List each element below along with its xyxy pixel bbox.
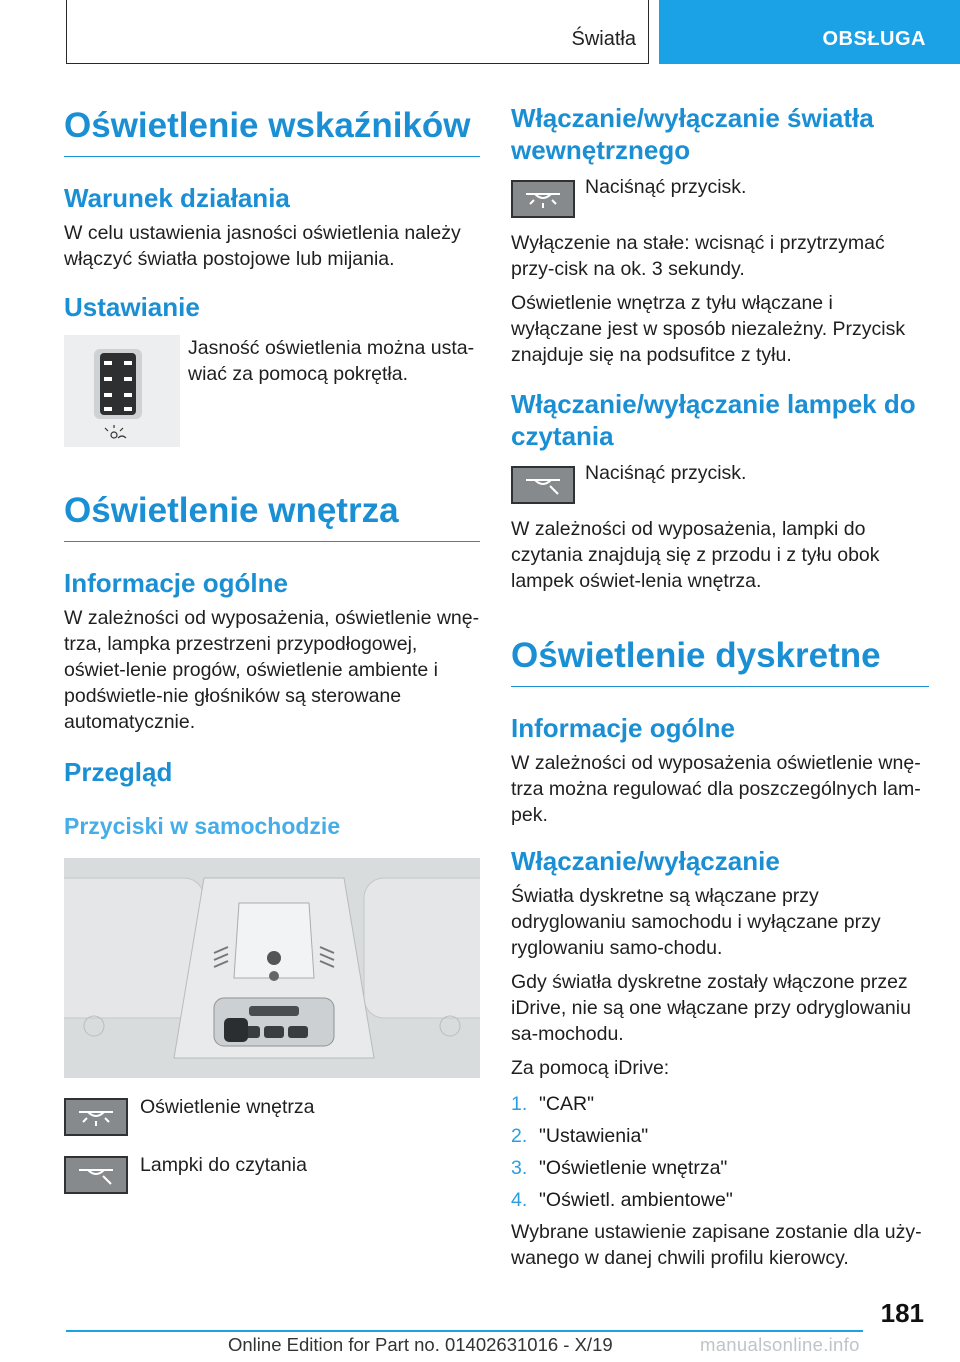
heading-setting: Ustawianie <box>64 292 200 322</box>
heading-indicator-lighting: Oświetlenie wskaźników <box>64 106 480 157</box>
list-item: 3. "Oświetlenie wnętrza" <box>511 1157 728 1179</box>
reading-light-button-icon <box>64 1156 128 1194</box>
legend-interior-light: Oświetlenie wnętrza <box>140 1096 315 1118</box>
paragraph-press-button-2: Naciśnąć przycisk. <box>585 462 747 484</box>
paragraph-setting: Jasność oświetlenia można usta-wiać za pomocą pokrętła. <box>188 337 475 385</box>
heading-reading-light-switch: Włączanie/wyłączanie lampek do czytania <box>511 389 916 451</box>
heading-general-info-right: Informacje ogólne <box>511 713 735 743</box>
heading-discreet-lighting: Oświetlenie dyskretne <box>511 636 929 687</box>
paragraph-reading-lights: W zależności od wyposażenia, lampki do czytania znajdują się z przodu i z tyłu obok lampek oświet-lenia wnętrza. <box>511 518 880 592</box>
watermark-text: manualsonline.info <box>700 1334 860 1355</box>
right-column <box>511 92 929 1271</box>
heading-buttons-in-car: Przyciski w samochodzie <box>64 813 341 839</box>
interior-light-button-icon <box>64 1098 128 1136</box>
list-item: 2. "Ustawienia" <box>511 1125 649 1147</box>
header-chapter-title: OBSŁUGA <box>822 28 926 50</box>
heading-on-off: Włączanie/wyłączanie <box>511 846 780 876</box>
reading-light-button-icon <box>511 466 575 504</box>
paragraph-rear-lighting: Oświetlenie wnętrza z tyłu włączane i wyłączane jest w sposób niezależny. Przycisk znajduje się na podsufitce z tyłu. <box>511 292 906 366</box>
paragraph-general-info-right: W zależności od wyposażenia oświetlenie wnę-trza można regulować dla poszczególnych lam-pek. <box>511 752 921 826</box>
list-item: 1. "CAR" <box>511 1093 595 1115</box>
paragraph-operating-condition: W celu ustawienia jasności oświetlenia należy włączyć światła postojowe lub mijania. <box>64 222 461 270</box>
list-item: 4. "Oświetl. ambientowe" <box>511 1189 733 1211</box>
paragraph-general-info: W zależności od wyposażenia, oświetlenie wnę-trza, lampka przestrzeni przypodłogowej, oświet-lenie progów, oświetlenie ambiente i podświetle-nie głośników są sterowane automatycznie. <box>64 607 480 733</box>
heading-operating-condition: Warunek działania <box>64 183 290 213</box>
footer-divider <box>66 1330 863 1332</box>
left-column <box>64 92 480 1194</box>
paragraph-press-button-1: Naciśnąć przycisk. <box>585 176 747 198</box>
paragraph-on-off-2: Gdy światła dyskretne zostały włączone przez iDrive, nie są one włączane przy odryglowaniu sa-mochodu. <box>511 971 911 1045</box>
heading-interior-lighting: Oświetlenie wnętrza <box>64 491 480 542</box>
paragraph-on-off-1: Światła dyskretne są włączane przy odryglowaniu samochodu i wyłączane przy ryglowaniu samo-chodu. <box>511 885 881 959</box>
header-section-box <box>66 0 649 64</box>
header-section-title: Światła <box>571 28 636 50</box>
dimmer-knob-image <box>64 335 180 447</box>
paragraph-setting-saved: Wybrane ustawienie zapisane zostanie dla uży-wanego w danej chwili profilu kierowcy. <box>511 1221 922 1269</box>
paragraph-idrive: Za pomocą iDrive: <box>511 1057 670 1079</box>
paragraph-permanent-off: Wyłączenie na stałe: wcisnąć i przytrzymać przy-cisk na ok. 3 sekundy. <box>511 232 885 280</box>
idrive-steps-list <box>511 1091 929 1213</box>
page-number: 181 <box>880 1298 924 1328</box>
heading-interior-light-switch: Włączanie/wyłączanie światła wewnętrznego <box>511 103 874 165</box>
overhead-console-photo <box>64 858 480 1078</box>
interior-light-button-icon <box>511 180 575 218</box>
header-chapter-tab <box>659 0 960 64</box>
heading-general-info: Informacje ogólne <box>64 568 288 598</box>
legend-reading-lights: Lampki do czytania <box>140 1154 307 1176</box>
heading-overview: Przegląd <box>64 757 173 787</box>
footer-edition: Online Edition for Part no. 01402631016 - X/19 <box>228 1334 613 1355</box>
